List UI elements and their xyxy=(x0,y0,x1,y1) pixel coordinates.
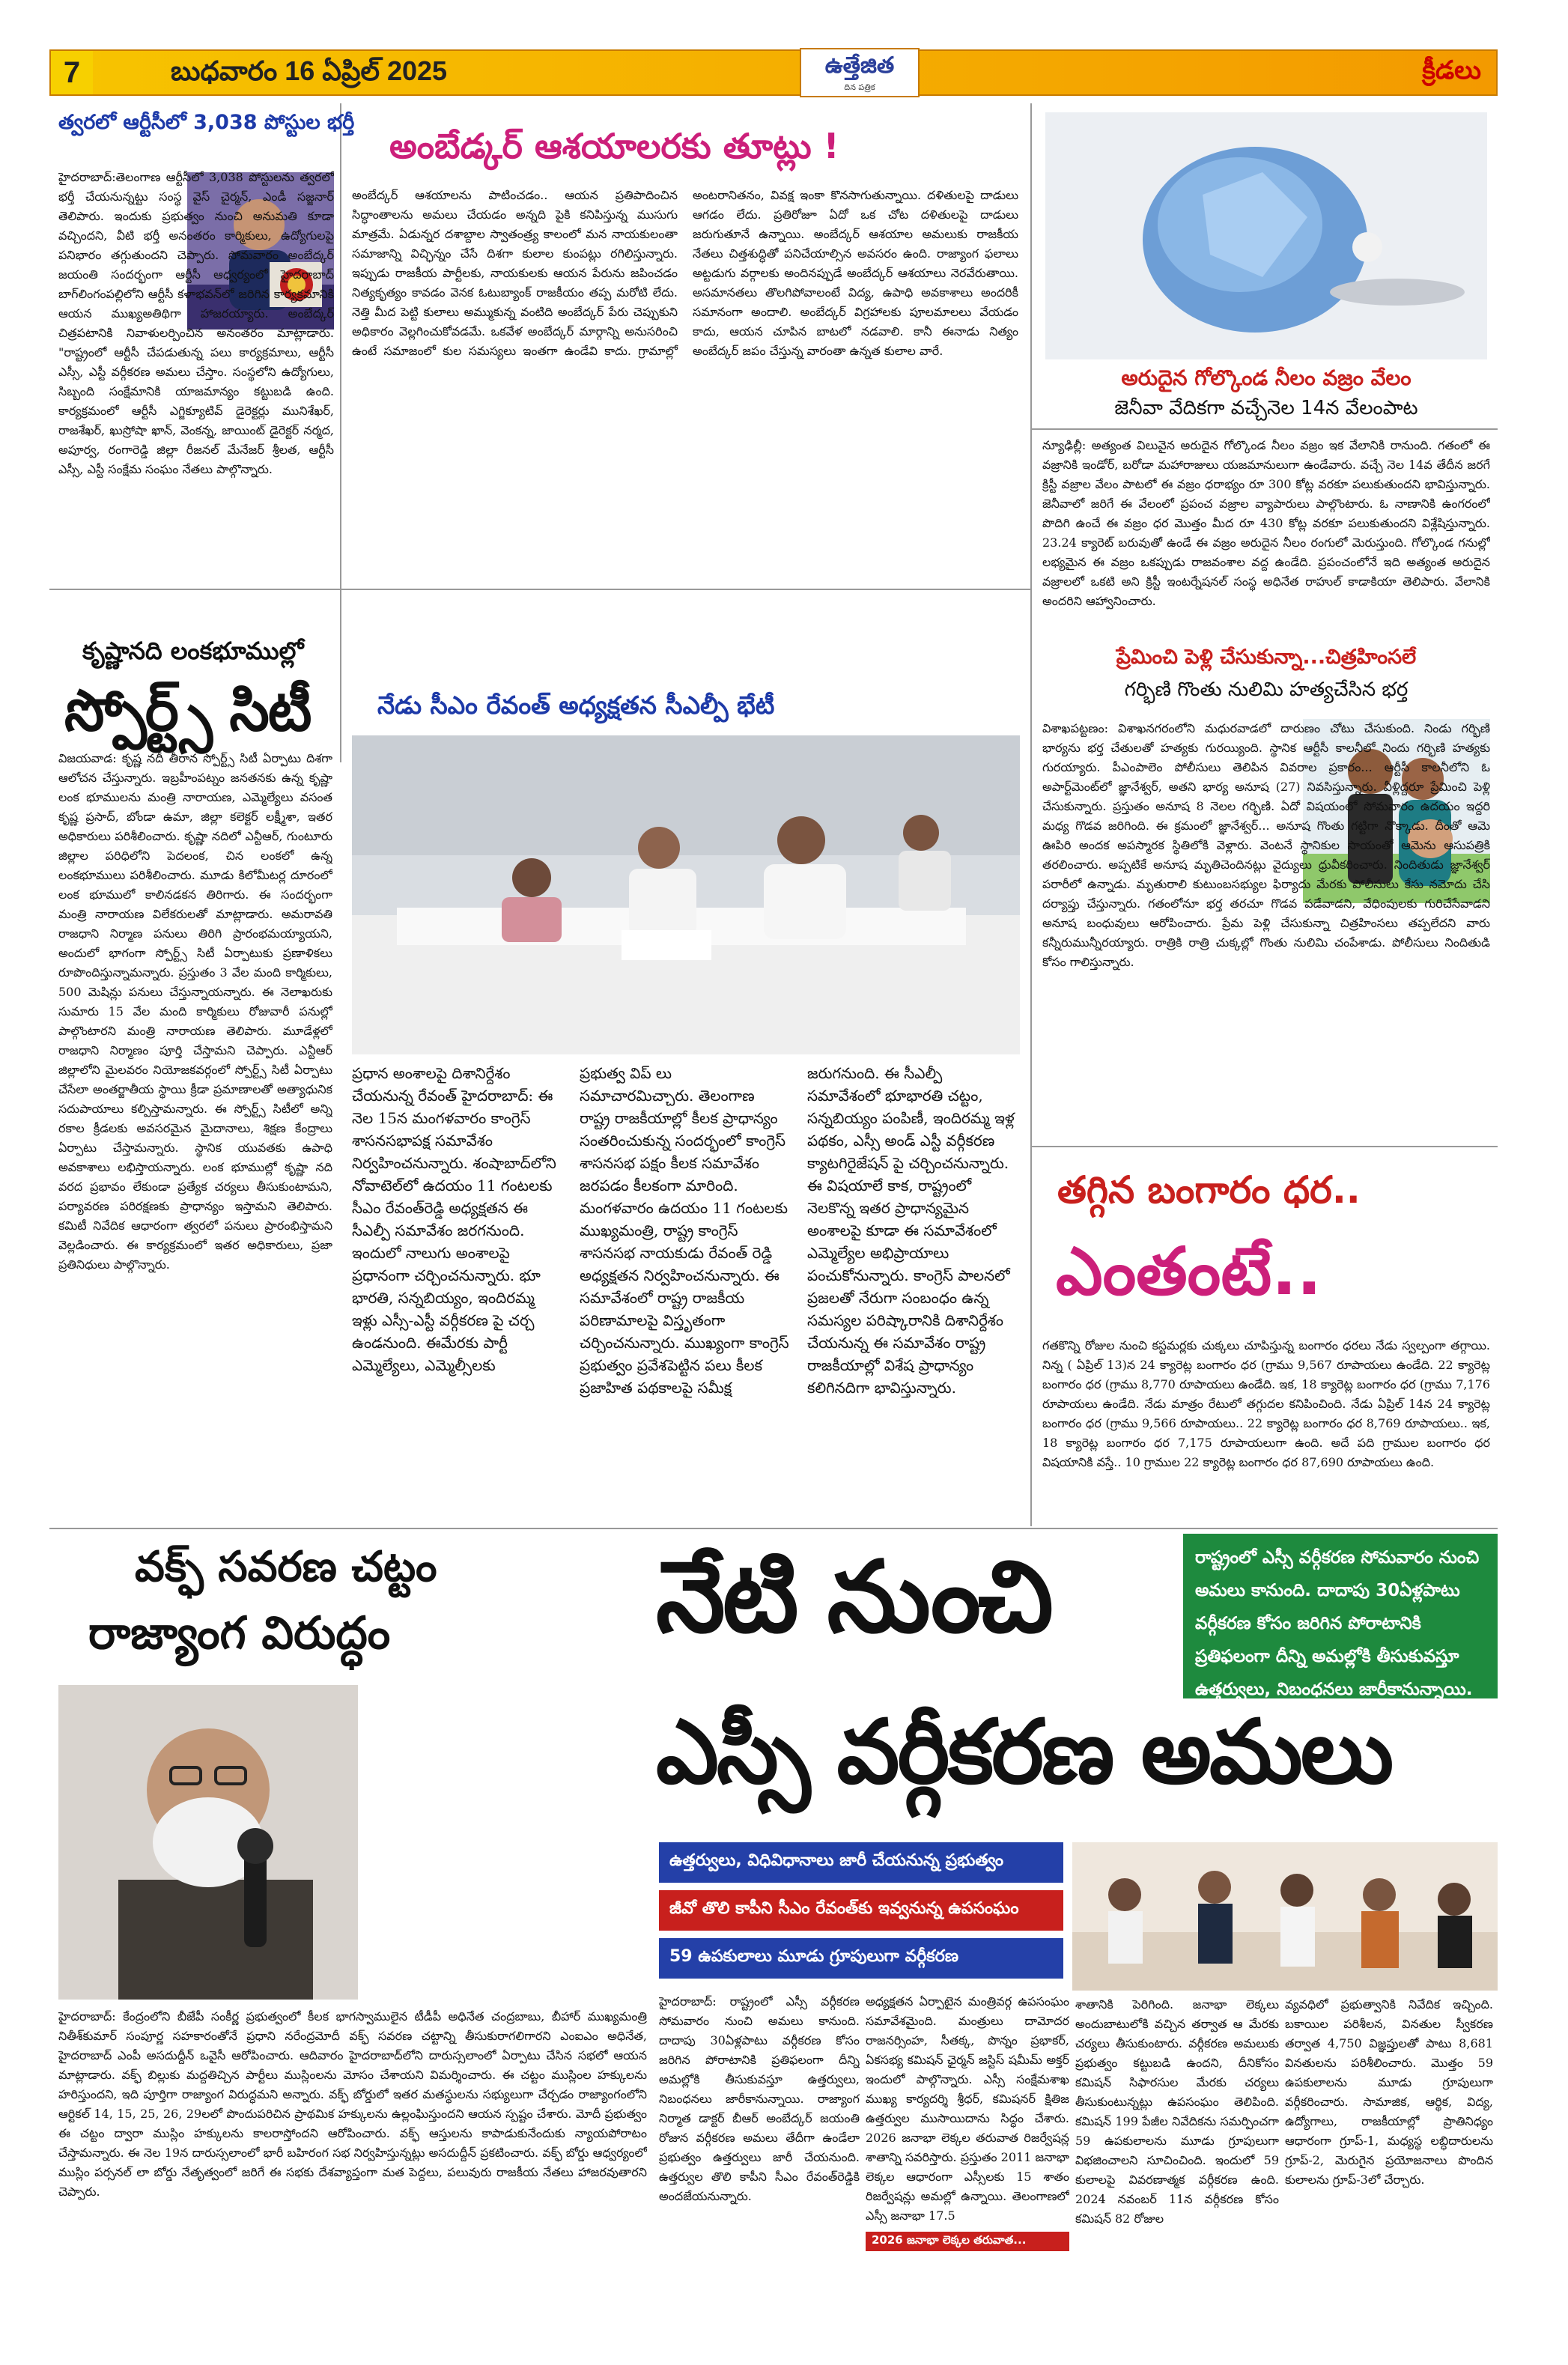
sc-body-col4: వ్యవధిలో ప్రభుత్వానికి నివేదిక ఇచ్చింది. బకాయిల పరిశీలన, వినతుల స్వీకరణ తర్వాత 4,750 విజ్ఞప్తులతో పాటు 8,681 వినతులను పరిశీలించారు. మొత్తం 59 ఉపకులాలను మూడు గ్రూపులుగా వర్గీకరించారు. సామాజిక, ఆర్థిక, విద్య, ఉద్యోగాలు, రాజకీయాల్లో ప్రాతినిధ్యం ఆధారంగా గ్రూప్-1, మధ్యస్థ లబ్ధిదారులను గ్రూప్-2, మెరుగైన ప్రయోజనాలు పొందిన కులాలను గ్రూప్-3లో చేర్చారు. xyxy=(1285,1997,1493,2187)
sc-highlight-3: 59 ఉపకులాలు మూడు గ్రూపులుగా వర్గీకరణ xyxy=(659,1938,1063,1979)
sc-body-col3: శాతానికి పెరిగింది. జనాభా లెక్కలు అందుబాటులోకి వచ్చిన తర్వాత ఆ మేరకు చర్యలు తీసుకుంటారు. వర్గీకరణ అమలుకు ప్రభుత్వం కట్టుబడి ఉందని, దీనికోసం కమిషన్ సిఫారసుల మేరకు చర్యలు తీసుకుంటున్నట్లు ఉపసంఘం తెలిపింది. కమిషన్ 199 పేజీల నివేదికను సమర్పించగా 59 ఉపకులాలను మూడు గ్రూపులుగా విభజించాలని సూచించింది. ఇందులో 59 కులాలపై వివరణాత్మక వర్గీకరణ ఉంది. 2024 నవంబర్ 11న వర్గీకరణ కోసం కమిషన్ 82 రోజుల xyxy=(1075,1997,1279,2226)
sc-headline-2: ఎస్సీ వర్గీకరణ అమలు xyxy=(656,1700,1392,1803)
page-header xyxy=(49,49,1498,96)
clp-body-col1: ప్రధాన అంశాలపై దిశానిర్దేశం చేయనున్న రేవంత్ హైదరాబాద్: ఈ నెల 15న మంగళవారం కాంగ్రెస్ శాసనసభాపక్ష సమావేశం నిర్వహించనున్నారు. శంషాబాద్‌లోని నోవాటెల్‌లో ఉదయం 11 గంటలకు సీఎం రేవంత్‌రెడ్డి అధ్యక్షతన ఈ సీఎల్పీ సమావేశం జరగనుంది. ఇందులో నాలుగు అంశాలపై ప్రధానంగా చర్చించనున్నారు. భూ భారతి, సన్నబియ్యం, ఇందిరమ్మ ఇళ్లు ఎస్సీ-ఎస్టీ వర్గీకరణ పై చర్చ ఉండనుంది. ఈమేరకు పార్టీ ఎమ్మెల్యేలు, ఎమ్మెల్సీలకు xyxy=(352,1064,556,1374)
rtc-headline: త్వరలో ఆర్టీసీలో 3,038 పోస్టుల భర్తీ xyxy=(58,111,355,134)
murder-body: విశాఖపట్టణం: విశాఖనగరంలోని మధురవాడలో దారుణం చోటు చేసుకుంది. నిండు గర్భిణి భార్యను భర్త చేతులతో హత్యకు గురయ్యింది. స్థానిక ఆర్టీసీ కాలనీలో నిందు గర్భిణి హత్యకు గురయ్యారు. పీఎంపాలెం పోలీసులు తెలిపిన వివరాల ప్రకారం... ఆర్టీసీ కాలనీలోని ఓ అపార్ట్‌మెంట్‌లో జ్ఞానేశ్వర్, అతని భార్య అనూష (27) నివసిస్తున్నారు. వీళ్లిద్దరూ ప్రేమించి పెళ్లి చేసుకున్నారు. ప్రస్తుతం అనూష 8 నెలల గర్భిణి. ఏదో విషయంలో సోమవారం ఉదయం ఇద్దరి మధ్య గొడవ జరిగింది. ఈ క్రమంలో జ్ఞానేశ్వర్... అనూష గొంతు గట్టిగా నొక్కాడు. దీంతో ఆమె ఊపిరి అందక అపస్మారక స్థితిలోకి వెళ్లారు. వెంటనే స్థానికుల సాయంతో ఆమెను ఆసుపత్రికి తరలించారు. అప్పటికే అనూష మృతిచెందినట్లు వైద్యులు ధ్రువీకరించారు. నిందితుడు జ్ఞానేశ్వర్ పరారీలో ఉన్నాడు. మృతురాలి కుటుంబసభ్యుల ఫిర్యాదు మేరకు పోలీసులు కేసు నమోదు చేసి దర్యాప్తు చేస్తున్నారు. గతంలోనూ భర్త తరచూ గొడవ పడేవాడని, వేధింపులకు గురిచేసేవాడని అనూష బంధువులు ఆరోపించారు. ప్రేమ పెళ్లి చేసుకున్నా చిత్రహింసలు తప్పలేదని వారు కన్నీరుమున్నీరయ్యారు. రాత్రికి రాత్రి చుక్కల్లో గొంతు నులిమి చంపేశాడు. పోలీసులు నిందితుడి కోసం గాలిస్తున్నారు. xyxy=(1042,721,1490,969)
section-name: క్రీడలు xyxy=(1422,55,1481,85)
section-rule xyxy=(49,1528,1498,1529)
waqf-headline-1: వక్ఫ్ సవరణ చట్టం xyxy=(135,1543,437,1591)
rtc-body: హైదరాబాద్:తెలంగాణ ఆర్టీసీలో 3,038 పోస్టులను త్వరలో భర్తీ చేయనున్నట్టు సంస్థ వైస్ చైర్మన్, ఎండీ సజ్జనార్ తెలిపారు. ఇందుకు ప్రభుత్వం నుంచి అనుమతి కూడా వచ్చిందని, వీటి భర్తీ అనంతరం కార్మికులు, ఉద్యోగులపై పనిభారం తగ్గుతుందని చెప్పారు. సోమవారం అంబేద్కర్ జయంతి సందర్భంగా ఆర్టీసీ ఆధ్వర్యంలో హైదరాబాద్ బాగ్‌లింగంపల్లిలోని ఆర్టీసీ కళాభవన్‌లో జరిగిన కార్యక్రమానికి ఆయన ముఖ్యఅతిథిగా హాజరయ్యారు. అంబేద్కర్ చిత్రపటానికి నివాళులర్పించిన అనంతరం మాట్లాడారు. "రాష్ట్రంలో ఆర్టీసీ చేపడుతున్న పలు కార్యక్రమాలు, ఆర్టీసీ ఎస్సీ, ఎస్టీ వర్గీకరణ అమలు చేస్తాం. సంస్థలోని ఉద్యోగులు, సిబ్బంది సంక్షేమానికి యాజమాన్యం కట్టుబడి ఉంది. కార్యక్రమంలో ఆర్టీసీ ఎగ్జిక్యూటివ్ డైరెక్టర్లు మునిశేఖర్, రాజశేఖర్, ఖుస్రోషా ఖాన్, వెంకన్న, జాయింట్ డైరెక్టర్ నర్మద, అపూర్వ, రంగారెడ్డి జిల్లా రీజనల్ మేనేజర్ శ్రీలత, ఆర్టీసీ ఎస్సీ, ఎస్టీ సంక్షేమ సంఘం నేతలు పాల్గొన్నారు. xyxy=(58,170,334,476)
murder-subhead: గర్భిణి గొంతు నులిమి హత్యచేసిన భర్త xyxy=(1124,678,1409,701)
column-rule xyxy=(1030,103,1032,1526)
sc-headline-1: నేటి నుంచి xyxy=(656,1540,1051,1655)
sc-summary-box: రాష్ట్రంలో ఎస్సీ వర్గీకరణ సోమవారం నుంచి అమలు కానుంది. దాదాపు 30ఏళ్లపాటు వర్గీకరణ కోసం జరిగిన పోరాటానికి ప్రతిఫలంగా దీన్ని అమల్లోకి తీసుకువస్తూ ఉత్తర్వులు, నిబంధనలు జారీకానున్నాయి. xyxy=(1183,1534,1498,1698)
owaisi-photo xyxy=(58,1685,358,2000)
sports-city-kicker: కృష్ణానది లంకభూముల్లో xyxy=(82,637,304,665)
sports-city-headline: స్పోర్ట్స్ సిటీ xyxy=(64,677,311,744)
clp-body-col2: ప్రభుత్వ విప్ లు సమాచారమిచ్చారు. తెలంగాణ రాష్ట్ర రాజకీయాల్లో కీలక ప్రాధాన్యం సంతరించుకున్న సందర్భంలో కాంగ్రెస్ శాసనసభ పక్షం కీలక సమావేశం జరపడం కీలకంగా మారింది. మంగళవారం ఉదయం 11 గంటలకు ముఖ్యమంత్రి, రాష్ట్ర కాంగ్రెస్ శాసనసభ నాయకుడు రేవంత్ రెడ్డి అధ్యక్షతన నిర్వహించనున్నారు. ఈ సమావేశంలో రాష్ట్ర రాజకీయ పరిణామాలపై విస్తృతంగా చర్చించనున్నారు. ముఖ్యంగా కాంగ్రెస్ ప్రభుత్వం ప్రవేశపెట్టిన పలు కీలక ప్రజాహిత పథకాలపై సమీక్ష xyxy=(580,1064,789,1397)
gem-subhead: జెనీవా వేదికగా వచ్చేనెల 14న వేలంపాట xyxy=(1114,397,1418,419)
clp-body-col3: జరుగనుంది. ఈ సీఎల్పీ సమావేశంలో భూభారతి చట్టం, సన్నబియ్యం పంపిణీ, ఇందిరమ్మ ఇళ్ల పథకం, ఎస్సీ అండ్ ఎస్టీ వర్గీకరణ క్యాటగిరైజేషన్ పై చర్చించనున్నారు. ఈ విషయాలే కాక, రాష్ట్రంలో నెలకొన్న ఇతర ప్రాధాన్యమైన అంశాలపై కూడా ఈ సమావేశంలో ఎమ్మెల్యేల అభిప్రాయాలు పంచుకోనున్నారు. కాంగ్రెస్ పాలనలో ప్రజలతో నేరుగా సంబంధం ఉన్న సమస్యల పరిష్కారానికి దిశానిర్దేశం చేయనున్న ఈ సమావేశం రాష్ట్ర రాజకీయాల్లో విశేష ప్రాధాన్యం కలిగినదిగా భావిస్తున్నారు. xyxy=(807,1064,1015,1397)
waqf-headline-2: రాజ్యాంగ విరుద్ధం xyxy=(88,1607,391,1660)
issue-date: బుధవారం 16 ఏప్రిల్ 2025 xyxy=(171,55,448,86)
page-number: 7 xyxy=(51,51,93,94)
masthead-logo[interactable] xyxy=(800,48,920,97)
logo-name: ఉత్తేజిత xyxy=(824,52,895,79)
sports-city-body: విజయవాడ: కృష్ణ నదీ తీరాన స్పోర్ట్స్ సిటీ ఏర్పాటు దిశగా ఆలోచన చేస్తున్నారు. ఇబ్రహీంపట్నం జనతనకు ఉన్న కృష్ణా లంక భూములను మంత్రి నారాయణ, ఎమ్మెల్యేలు వసంత కృష్ణ ప్రసాద్, బోండా ఉమా, జిల్లా కలెక్టర్ లక్ష్మీశా, ఇతర అధికారులు పరిశీలించారు. కృష్ణా నదిలో ఎన్టీఆర్, గుంటూరు జిల్లాల పరిధిలోని పెదలంక, చిన లంకలో ఉన్న లంకభూములు పరిశీలించారు. మూడు కిలోమీటర్ల దూరంలో లంక భూములో కాలినడకన తిరిగారు. ఈ సందర్భంగా మంత్రి నారాయణ విలేకరులతో మాట్లాడారు. అమరావతి రాజధాని నిర్మాణ పనులు తిరిగి ప్రారంభమయ్యాయని, అందులో భాగంగా స్పోర్ట్స్ సిటీ ఏర్పాటుకు ప్రణాళికలు రూపొందిస్తున్నామన్నారు. ప్రస్తుతం 3 వేల మంది కార్మికులు, 500 మెషిన్లు పనులు చేస్తున్నాయన్నారు. ఈ నెలాఖరుకు సుమారు 15 వేల మంది కార్మికులు రోజువారీ పనుల్లో పాల్గొంటారని మంత్రి నారాయణ తెలిపారు. మూడేళ్లలో రాజధాని నిర్మాణం పూర్తి చేస్తామని చెప్పారు. ఎన్టీఆర్ జిల్లాలోని మైలవరం నియోజకవర్గంలో స్పోర్ట్స్ సిటీ ఏర్పాటు చేసేలా అంతర్జాతీయ స్థాయి క్రీడా ప్రమాణాలతో అత్యాధునిక సదుపాయాలు కల్పిస్తామన్నారు. ఈ స్పోర్ట్స్ సిటీలో అన్ని రకాల క్రీడలకు అవసరమైన మైదానాలు, శిక్షణ కేంద్రాలు ఏర్పాటు చేస్తామన్నారు. స్థానిక యువతకు ఉపాధి అవకాశాలు లభిస్తాయన్నారు. లంక భూముల్లో కృష్ణా నది వరద ప్రభావం లేకుండా ప్రత్యేక చర్యలు తీసుకుంటామని, పర్యావరణ పరిరక్షణకు ప్రాధాన్యం ఇస్తామని తెలిపారు. కమిటీ నివేదిక ఆధారంగా త్వరలో పనులు ప్రారంభిస్తామని వెల్లడించారు. ఈ కార్యక్రమంలో ఇతర అధికారులు, ప్రజా ప్రతినిధులు పాల్గొన్నారు. xyxy=(58,751,332,1272)
gem-kicker: అరుదైన గోల్కొండ నీలం వజ్రం వేలం xyxy=(1121,365,1411,390)
gold-headline-2: ఎంతంటే.. xyxy=(1056,1233,1322,1310)
clp-headline: నేడు సీఎం రేవంత్ అధ్యక్షతన సీఎల్పీ భేటీ xyxy=(377,690,775,720)
murder-kicker: ప్రేమించి పెళ్లి చేసుకున్నా...చిత్రహింసలే xyxy=(1116,646,1417,669)
ambedkar-body: అంబేద్కర్ ఆశయాలను పాటించడం.. ఆయన ప్రతిపాదించిన సిద్ధాంతాలను అమలు చేయడం అన్నది పైకి కనిపిస్తున్న ముసుగు మాత్రమే. ఏడున్నర దశాబ్దాల స్వాతంత్ర్య కాలంలో మన నాయకులంతా సమాజాన్ని విచ్ఛిన్నం చేసే దిశగా కులాల కుంపట్లు రగిలిస్తున్నారు. ఇప్పుడు రాజకీయ పార్టీలకు, నాయకులకు ఆయన పేరును జపించడం నిత్యకృత్యం కావడం వెనక ఓటుబ్యాంక్ రాజకీయం తప్ప మరోటి లేదు. నెత్తి మీద పెట్టి కులాలు అమ్ముకున్న వంటిది అంబేద్కర్ పేరు చెప్పుకుని అధికారం వెల్లగించుకోవడమే. ఒకవేళ అంబేద్కర్ మార్గాన్ని అనుసరించి ఉంటే సమాజంలో కుల సమస్యలు ఇంతగా ఉండేవి కాదు. గ్రామాల్లో అంటరానితనం, వివక్ష ఇంకా కొనసాగుతున్నాయి. దళితులపై దాడులు ఆగడం లేదు. ప్రతిరోజూ ఏదో ఒక చోట దళితులపై దాడులు జరుగుతూనే ఉన్నాయి. అంబేద్కర్ ఆశయాల అమలుకు రాజకీయ నేతలు చిత్తశుద్ధితో పనిచేయాల్సిన అవసరం ఉంది. రాజ్యాంగ ఫలాలు అట్టడుగు వర్గాలకు అందినప్పుడే అంబేద్కర్ ఆశయాలు నెరవేరుతాయి. అసమానతలు తొలగిపోవాలంటే విద్య, ఉపాధి అవకాశాలు అందరికీ సమానంగా అందాలి. అంబేద్కర్ విగ్రహాలకు పూలమాలలు వేయడం కాదు, ఆయన చూపిన బాటలో నడవాలి. కానీ ఈనాడు నిత్యం అంబేద్కర్ జపం చేస్తున్న వారంతా ఉన్నత కులాల వారే. xyxy=(352,188,1018,358)
blue-diamond-photo xyxy=(1045,112,1487,359)
gold-headline-1: తగ్గిన బంగారం ధర.. xyxy=(1057,1168,1361,1212)
sc-kicker: 2026 జనాభా లెక్కల తరువాత... xyxy=(866,2232,1069,2251)
section-rule xyxy=(1030,428,1498,430)
sc-highlight-2: జీవో తొలి కాపీని సీఎం రేవంత్‌కు ఇవ్వనున్న ఉపసంఘం xyxy=(659,1890,1063,1931)
sc-subcommittee-photo xyxy=(1072,1842,1498,1991)
section-rule xyxy=(1030,1146,1498,1147)
ambedkar-headline: అంబేడ్కర్ ఆశయాలరకు తూట్లు ! xyxy=(389,126,839,166)
section-rule xyxy=(49,589,1030,590)
sc-body-col1: హైదరాబాద్: రాష్ట్రంలో ఎస్సీ వర్గీకరణ సోమవారం నుంచి అమలు కానుంది. దాదాపు 30ఏళ్లపాటు వర్గీకరణ కోసం జరిగిన పోరాటానికి ప్రతిఫలంగా దీన్ని అమల్లోకి తీసుకువస్తూ ఉత్తర్వులు, నిబంధనలు జారీకానున్నాయి. రాజ్యాంగ నిర్మాత డాక్టర్ బీఆర్ అంబేద్కర్ జయంతి రోజున వర్గీకరణ అమలు తేదీగా ఉండేలా ప్రభుత్వం ఉత్తర్వులు జారీ చేయనుంది. ఉత్తర్వుల తొలి కాపీని సీఎం రేవంత్‌రెడ్డికి అందజేయనున్నారు. xyxy=(659,1994,860,2203)
sc-highlight-1: ఉత్తర్వులు, విధివిధానాలు జారీ చేయనున్న ప్రభుత్వం xyxy=(659,1842,1063,1883)
waqf-body: హైదరాబాద్: కేంద్రంలోని బీజేపీ సంకీర్ణ ప్రభుత్వంలో కీలక భాగస్వాములైన టీడీపీ అధినేత చంద్రబాబు, బీహార్ ముఖ్యమంత్రి నితీశ్‌కుమార్ సంపూర్ణ సహకారంతోనే ప్రధాని నరేంద్రమోదీ వక్ఫ్ సవరణ చట్టాన్ని తీసుకురాగలిగారని ఎంఐఎం అధినేత, హైదరాబాద్ ఎంపీ అసదుద్దీన్ ఒవైసీ ఆరోపించారు. ఆదివారం హైదరాబాద్‌లోని దారుస్సలాంలో ఏర్పాటు చేసిన సభలో ఆయన మాట్లాడారు. వక్ఫ్ బిల్లుకు మద్దతిచ్చిన పార్టీలు ముస్లింలను మోసం చేశాయని విమర్శించారు. ఈ చట్టం ముస్లింల హక్కులను హరిస్తుందని, ఇది పూర్తిగా రాజ్యాంగ విరుద్ధమని అన్నారు. వక్ఫ్ బోర్డులో ఇతర మతస్థులను సభ్యులుగా చేర్చడం రాజ్యాంగంలోని ఆర్టికల్ 14, 15, 25, 26, 29లలో పొందుపరిచిన ప్రాథమిక హక్కులను ఉల్లంఘిస్తుందని ఆయన స్పష్టం చేశారు. మోదీ ప్రభుత్వం ఈ చట్టం ద్వారా ముస్లిం హక్కులను కాలరాస్తోందని ఆరోపించారు. వక్ఫ్ ఆస్తులను కాపాడుకునేందుకు న్యాయపోరాటం చేస్తామన్నారు. ఈ నెల 19న దారుస్సలాంలో భారీ బహిరంగ సభ నిర్వహిస్తున్నట్లు అసదుద్దీన్ ప్రకటించారు. వక్ఫ్ బోర్డు ఆధ్వర్యంలో ముస్లిం పర్సనల్ లా బోర్డు నేతృత్వంలో జరిగే ఈ సభకు దేశవ్యాప్తంగా మత పెద్దలు, పలువురు రాజకీయ నేతలు హాజరవుతారని చెప్పారు. xyxy=(58,2009,647,2199)
clp-meeting-photo xyxy=(352,735,1020,1054)
column-rule xyxy=(340,103,341,762)
logo-subtitle: దిన పత్రిక xyxy=(844,82,875,92)
gem-body: న్యూఢిల్లీ: అత్యంత విలువైన అరుదైన గోల్కొండ నీలం వజ్రం ఇక వేలానికి రానుంది. గతంలో ఈ వజ్రానికి ఇండోర్, బరోడా మహారాజులు యజమానులుగా ఉండేవారు. వచ్చే నెల 14వ తేదీన జరగే క్రిస్టీ వజ్రాల వేలం పాటలో ఈ వజ్రం ధరాభ్యం రూ 300 కోట్ల వరకూ పలుకుతుందని భావిస్తున్నారు. జెనీవాలో జరిగే ఈ వేలంలో ప్రపంచ వజ్రాల వ్యాపారులు పాల్గొంటారు. ఓ నాణానికి ఉంగరంలో పొదిగి ఉంచే ఈ వజ్రం ధర మొత్తం మీద రూ 430 కోట్ల వరకూ పలుకుతుందని విశ్లేషిస్తున్నారు. 23.24 క్యారెట్ బరువుతో ఉండే ఈ వజ్రం అరుదైన నీలం రంగులో మెరుస్తుంది. గోల్కొండ గనుల్లో లభ్యమైన ఈ వజ్రం ఒకప్పుడు రాజవంశాల వద్ద ఉండేది. ప్రపంచంలోనే ఇది అత్యంత అరుదైన వజ్రాలలో ఒకటి అని క్రిస్టీ ఇంటర్నేషనల్ సంస్థ అధినేత రాహుల్ కాడాకియా తెలిపారు. వేలానికి అందరిని ఆహ్వానించారు. xyxy=(1042,438,1490,608)
gold-body: గతకొన్ని రోజుల నుంచి కస్టమర్లకు చుక్కలు చూపిస్తున్న బంగారం ధరలు నేడు స్వల్పంగా తగ్గాయి. నిన్న ( ఏప్రిల్ 13)న 24 క్యారెట్ల బంగారం ధర (గ్రాము 9,567 రూపాయలు ఉండేది. 22 క్యారెట్ల బంగారం ధర (గ్రాము 8,770 రూపాయలు ఉండేది. ఇక, 18 క్యారెట్ల బంగారం ధర (గ్రాము 7,176 రూపాయలు ఉండేది. నేడు మాత్రం రేటులో తగ్గుదల కనిపించింది. నేడు ఏప్రిల్ 14న 24 క్యారెట్ల బంగారం ధర (గ్రాము 9,566 రూపాయలు.. 22 క్యారెట్ల బంగారం ధర 8,769 రూపాయలు.. ఇక, 18 క్యారెట్ల బంగారం ధర 7,175 రూపాయలుగా ఉంది. అదే పది గ్రాముల బంగారం ధర విషయానికి వస్తే.. 10 గ్రాముల 22 క్యారెట్ల బంగారం ధర 87,690 రూపాయలు ఉంది. xyxy=(1042,1338,1490,1469)
sc-body-col2: అధ్యక్షతన ఏర్పాటైన మంత్రివర్గ ఉపసంఘం సమావేశమైంది. మంత్రులు దామోదర రాజనర్సింహ, సీతక్క, పొన్నం ప్రభాకర్, ఏకసభ్య కమిషన్ ఛైర్మన్ జస్టిస్ షమీమ్ అక్తర్ ఇందులో పాల్గొన్నారు. ఎస్సీ సంక్షేమశాఖ ముఖ్య కార్యదర్శి శ్రీధర్, కమిషనర్ క్షితిజ ఉత్తర్వుల ముసాయిదాను సిద్ధం చేశారు. 2026 జనాభా లెక్కల తరువాత రిజర్వేషన్ల శాతాన్ని సవరిస్తారు. ప్రస్తుతం 2011 జనాభా లెక్కల ఆధారంగా ఎస్సీలకు 15 శాతం రిజర్వేషన్లు అమల్లో ఉన్నాయి. తెలంగాణలో ఎస్సీ జనాభా 17.5 xyxy=(866,1994,1069,2223)
